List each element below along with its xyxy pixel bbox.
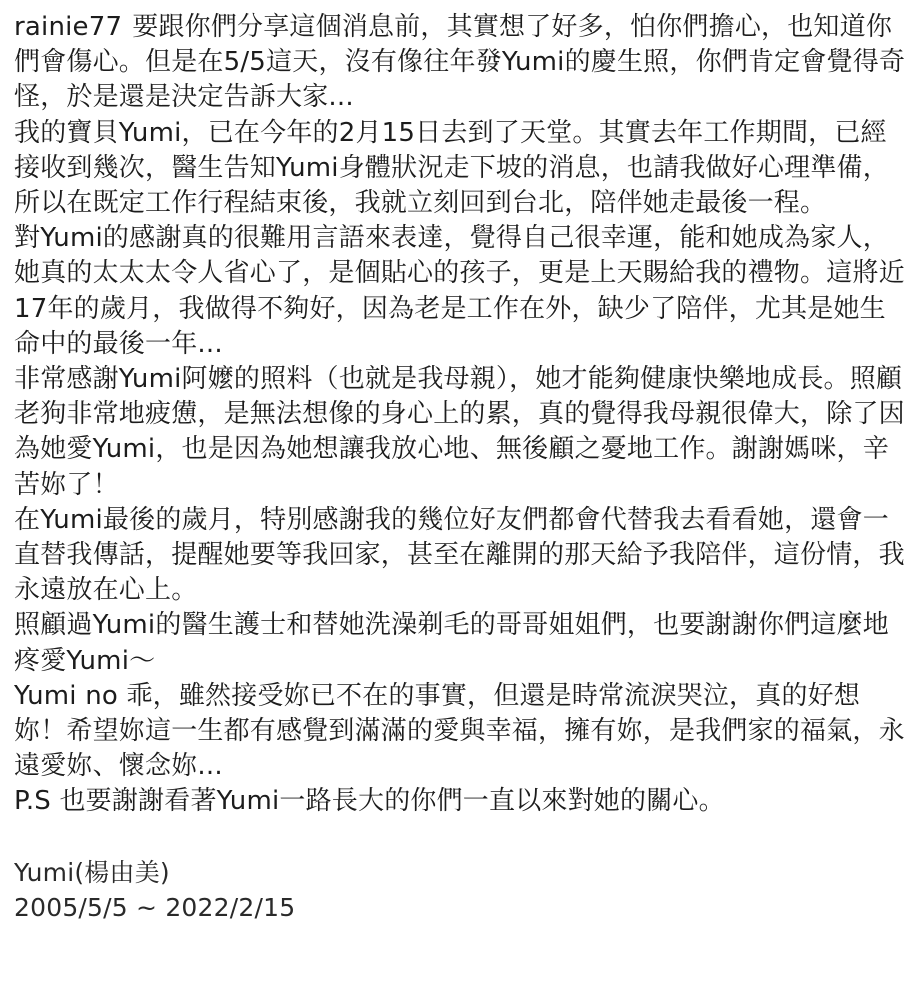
- post-body: [14, 10, 906, 925]
- paragraph-4: 非常感謝Yumi阿嬤的照料（也就是我母親），她才能夠健康快樂地成長。照顧老狗非常地疲憊，是無法想像的身心上的累，真的覺得我母親很偉大，除了因為她愛Yumi，也是因為她想讓我放心地、無後顧之憂地工作。謝謝媽咪，辛苦妳了！: [14, 364, 905, 500]
- paragraph-7: Yumi no 乖，雖然接受妳已不在的事實，但還是時常流淚哭泣，真的好想妳！希望妳這一生都有感覺到滿滿的愛與幸福，擁有妳，是我們家的福氣，永遠愛妳、懷念妳...: [14, 680, 905, 782]
- blank-line: [14, 820, 906, 855]
- signature-name: Yumi(楊由美): [14, 857, 170, 887]
- signature-dates: 2005/5/5 ~ 2022/2/15: [14, 893, 296, 923]
- paragraph-1-text: 要跟你們分享這個消息前，其實想了好多，怕你們擔心，也知道你們會傷心。但是在5/5這天，沒有像往年發Yumi的慶生照，你們肯定會覺得奇怪，於是還是決定告訴大家...: [14, 12, 906, 113]
- paragraph-ps: P.S 也要謝謝看著Yumi一路長大的你們一直以來對她的關心。: [14, 786, 725, 817]
- paragraph-3: 對Yumi的感謝真的很難用言語來表達，覺得自己很幸運，能和她成為家人，她真的太太太令人省心了，是個貼心的孩子，更是上天賜給我的禮物。這將近17年的歲月，我做得不夠好，因為老是工作在外，缺少了陪伴，尤其是她生命中的最後一年...: [14, 223, 905, 359]
- paragraph-6: 照顧過Yumi的醫生護士和替她洗澡剃毛的哥哥姐姐們，也要謝謝你們這麼地疼愛Yumi～: [14, 610, 889, 676]
- paragraph-2: 我的寶貝Yumi，已在今年的2月15日去到了天堂。其實去年工作期間，已經接收到幾次，醫生告知Yumi身體狀況走下坡的消息，也請我做好心理準備，所以在既定工作行程結束後，我就立刻回到台北，陪伴她走最後一程。: [14, 117, 889, 219]
- paragraph-5: 在Yumi最後的歲月，特別感謝我的幾位好友們都會代替我去看看她，還會一直替我傳話，提醒她要等我回家，甚至在離開的那天給予我陪伴，這份情，我永遠放在心上。: [14, 504, 905, 606]
- author-name[interactable]: rainie77: [14, 12, 123, 42]
- paragraph-1: [14, 10, 906, 116]
